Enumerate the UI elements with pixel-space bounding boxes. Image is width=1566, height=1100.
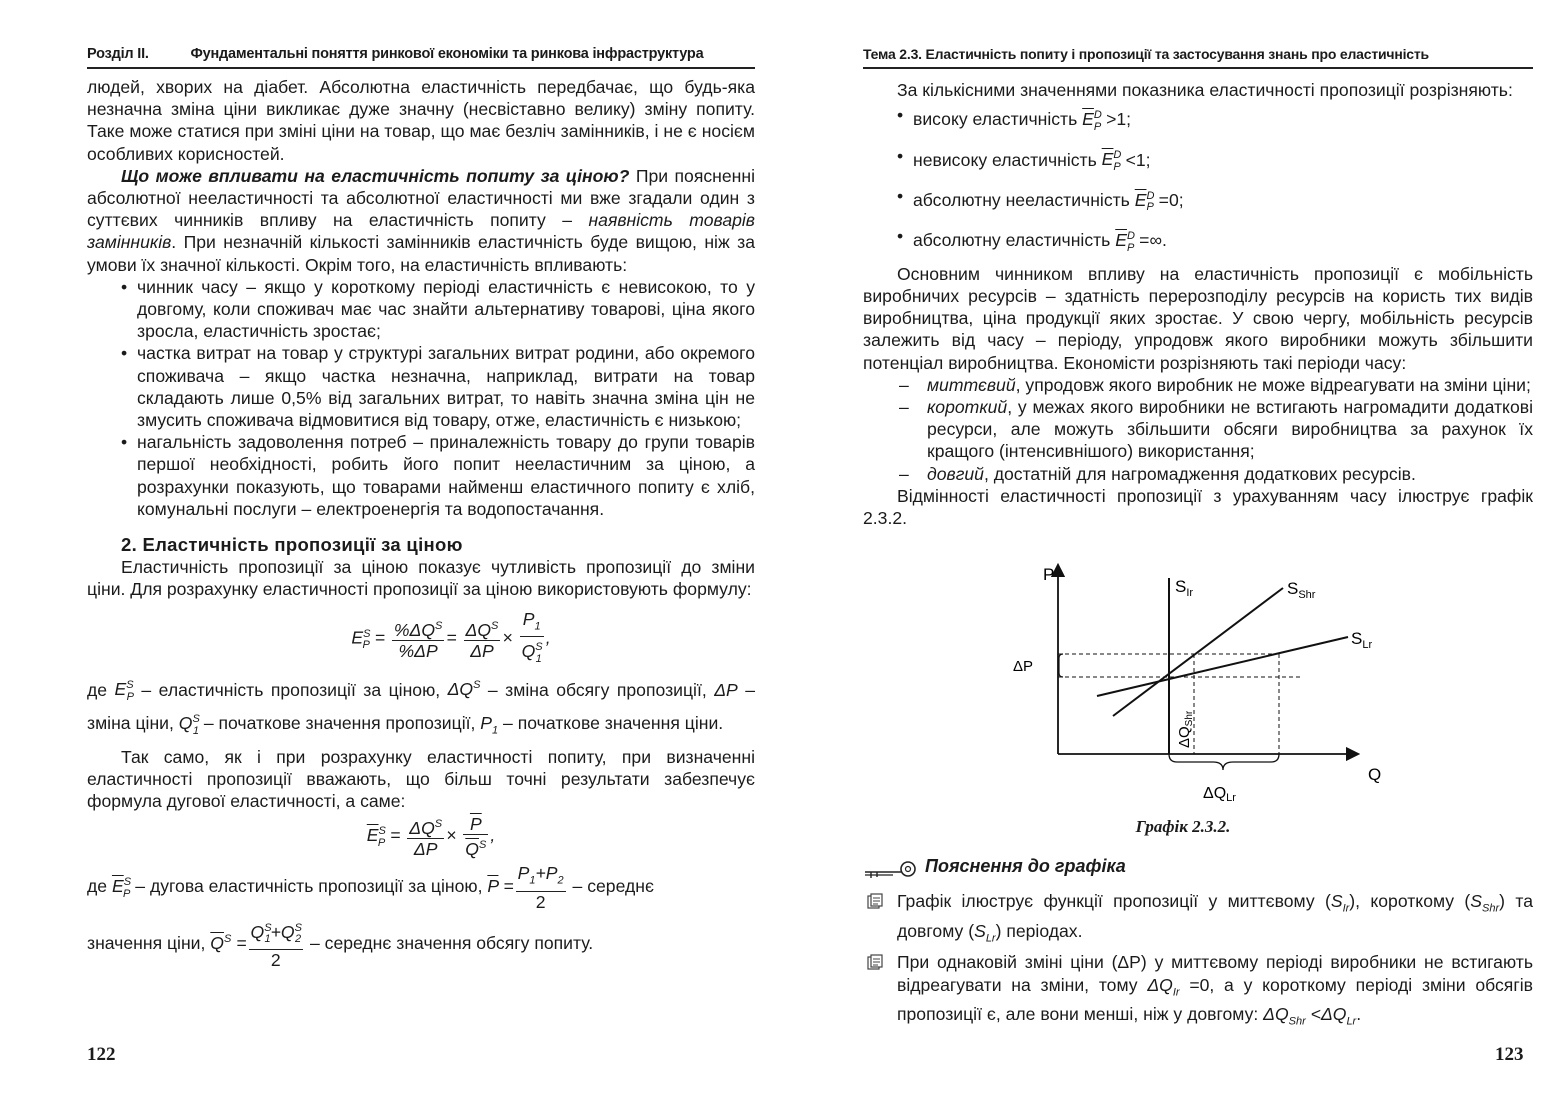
periods-list [927,374,1533,485]
s-ir-label: $S_{Ir}$ [1175,577,1194,599]
quant-values-paragraph: За кількісними значеннями показника еластичності пропозиції розрізняють: [897,80,1513,100]
list-item: • невисоку еластичність $\overline{E}^D_P <1$; [913,142,1533,182]
definition-paragraph-3: значення ціни, $\overline{Q}^S$ = $\frac{Q^S_1+Q^S_2}{2}$ – середнє значення обсягу попиту. [87,918,755,970]
p-axis-label: P [1043,565,1055,584]
s-lr-line [1097,637,1348,696]
left-body [87,76,755,970]
explanation-notes [863,890,1533,1033]
list-item: – миттєвий, упродовж якого виробник не може відреагувати на зміни ціни; [927,374,1533,396]
factors-text-1: При поясненні абсолютної нееластичності та абсолютної еластичності ми вже згадали один з суттєвих чинників впливу на еластичність попиту – [87,165,755,231]
left-header [87,46,703,62]
right-body [863,79,1533,529]
supply-elasticity-paragraph: Еластичність пропозиції за ціною показує чутливість пропозиції до зміни ціни. Для розрахунку еластичності пропозиції за ціною використовують формулу: [87,557,755,600]
page-number-left: 122 [87,1044,116,1065]
arc-elasticity-paragraph: Так само, як і при розрахунку еластичності попиту, при визначенні еластичності пропозиції вважають, що більш точні результати забезпечує формула дугової еластичності, а саме: [87,746,755,812]
section-title: 2. Еластичність пропозиції за ціною [121,534,463,556]
delta-q-lr-label: ΔQLr [1203,785,1236,804]
list-item: • чинник часу – якщо у короткому періоді еластичність є невисокою, то у довгому, коли споживач має час знайти альтернативу товарові, ціна якого зросла, еластичність зростає; [137,276,755,343]
key-icon [863,858,917,880]
intro-paragraph: людей, хворих на діабет. Абсолютна еластичність передбачає, що будь-яка незначна зміна ціни викликає дуже значну (несвіставно велику) зміну попиту. Таке може статися при зміні ціни на товар, що має безліч замінників, і не є носієм особливих корисностей. [87,77,755,164]
list-item: • нагальність задоволення потреб – приналежність товару до групи товарів першої необхідності, робить його попит нееластичним за ціною, а розрахунки показують, що товарами найменш еластичного попиту є хліб, комунальні послуги – електроенергія та водопостачання. [137,431,755,520]
definition-paragraph-1: де $E^S_P$ – еластичність пропозиції за ціною, $\Delta Q^S$ – зміна обсягу пропозиції, ΔP – зміна ціни, $Q^S_1$ – початкове значення пропозиції, $P_1$ – початкове значення ціни. [87,679,755,737]
list-item: • абсолютну нееластичність $\overline{E}^D_P =0$; [913,182,1533,222]
graph-reference-paragraph: Відмінності еластичності пропозиції з урахуванням часу ілюструє графік 2.3.2. [863,485,1533,528]
arc-elasticity-formula: $\overline{E}^S_P$ = $\frac{\Delta Q^S}{\Delta P}$ × $\frac{\overline{P}}{\overline{Q}^S}$ , [366,814,496,860]
definition-paragraph-2: де $\overline{E}^S_P$ – дугова еластичність пропозиції за ціною, $\overline{P}$ = $\frac{P_1+P_2}{2}$ – середнє [87,863,654,912]
elasticity-levels-list [913,101,1533,263]
left-header-rule [87,67,755,69]
list-item: – короткий, у межах якого виробники не встигають нагромадити додаткові ресурси, але можуть збільшити обсяги виробництва за рахунок їх кращого (інтенсивнішого) використання; [927,396,1533,463]
right-header-rule [863,67,1533,69]
s-lr-label: $S_{Lr}$ [1351,629,1373,651]
q-axis-label: Q [1368,765,1382,784]
left-header-section: Розділ II. [87,46,149,62]
list-item: • частка витрат на товар у структурі загальних витрат родини, або окремого споживача – якщо частка незначна, наприклад, витрати на товар складають лише 0,5% від загальних витрат, то навіть значна зміна цін не змусить споживача відмовитися від товару, отже, еластичність є низькою; [137,342,755,431]
delta-p-label: ΔP [1013,658,1034,675]
list-item: • високу еластичність $\overline{E}^D_P >1$; [913,101,1533,141]
substitutes-term: наявність товарів замінників [87,210,755,253]
supply-elasticity-formula: $E^S_P$ = $\frac{\%\Delta Q^S}{\%\Delta P}$ = $\frac{\Delta Q^S}{\Delta P}$ × $\frac{P_1}{Q^S_1}$ , [351,608,551,665]
note-icon [867,893,883,909]
delta-q-lr-brace [1169,754,1279,770]
mobility-paragraph: Основним чинником впливу на еластичність пропозиції є мобільність виробничих ресурсів – здатність перерозподілу ресурсів на користь тих видів виробництва, ціна продукції яких зростає. У свою чергу, мобільність ресурсів залежить від часу – періоду, упродовж якого виробники можуть збільшити потенціал виробництва. Економісти розрізняють такі періоди часу: [863,263,1533,373]
note-1: Графік ілюструє функції пропозиції у миттєвому $(S_{Ir})$, короткому $(S_{Shr})$ та довгому $(S_{Lr})$ періодах. [863,890,1533,949]
left-header-title: Фундаментальні поняття ринкової економіки та ринкова інфраструктура [190,46,704,62]
list-item: – довгий, достатній для нагромадження додаткових ресурсів. [927,463,1533,485]
note-2: При однаковій зміні ціни (ΔP) у миттєвому періоді виробники не встигають відреагувати на зміни, тому $\Delta Q_{Ir} =0$, а у короткому періоді зміни обсягів пропозиції є, але вони менші, ніж у довгому: $\Delta Q_{Shr} <\Delta Q_{Lr}$. [863,951,1533,1033]
s-shr-label: $S_{Shr}$ [1287,579,1316,601]
s-shr-line [1113,588,1283,716]
delta-p-brace [1059,654,1063,677]
factors-paragraph [87,165,755,276]
question-heading: Що може впливати на еластичність попиту за ціною? [121,165,630,186]
explanation-title: Пояснення до графіка [925,856,1126,876]
supply-elasticity-chart [1013,558,1383,808]
right-page [783,0,1566,1100]
delta-q-shr-label: $\Delta Q_{Shr}$ [1176,710,1195,748]
page-number-right: 123 [1495,1044,1524,1065]
list-item: • абсолютну еластичність $\overline{E}^D_P$ =∞. [913,222,1533,262]
explanation-section [863,856,1533,1033]
factors-text-2: . При незначній кількості замінників еластичність буде вищою, ніж за умови їх значної кількості. Окрім того, на еластичність впливають: [87,232,755,275]
note-icon [867,954,883,970]
factors-list [137,276,755,520]
explanation-header [863,856,1533,882]
chart-caption: Графік 2.3.2. [1135,817,1231,836]
right-header: Тема 2.3. Еластичність попиту і пропозиції та застосування знань про еластичність [863,46,1429,62]
